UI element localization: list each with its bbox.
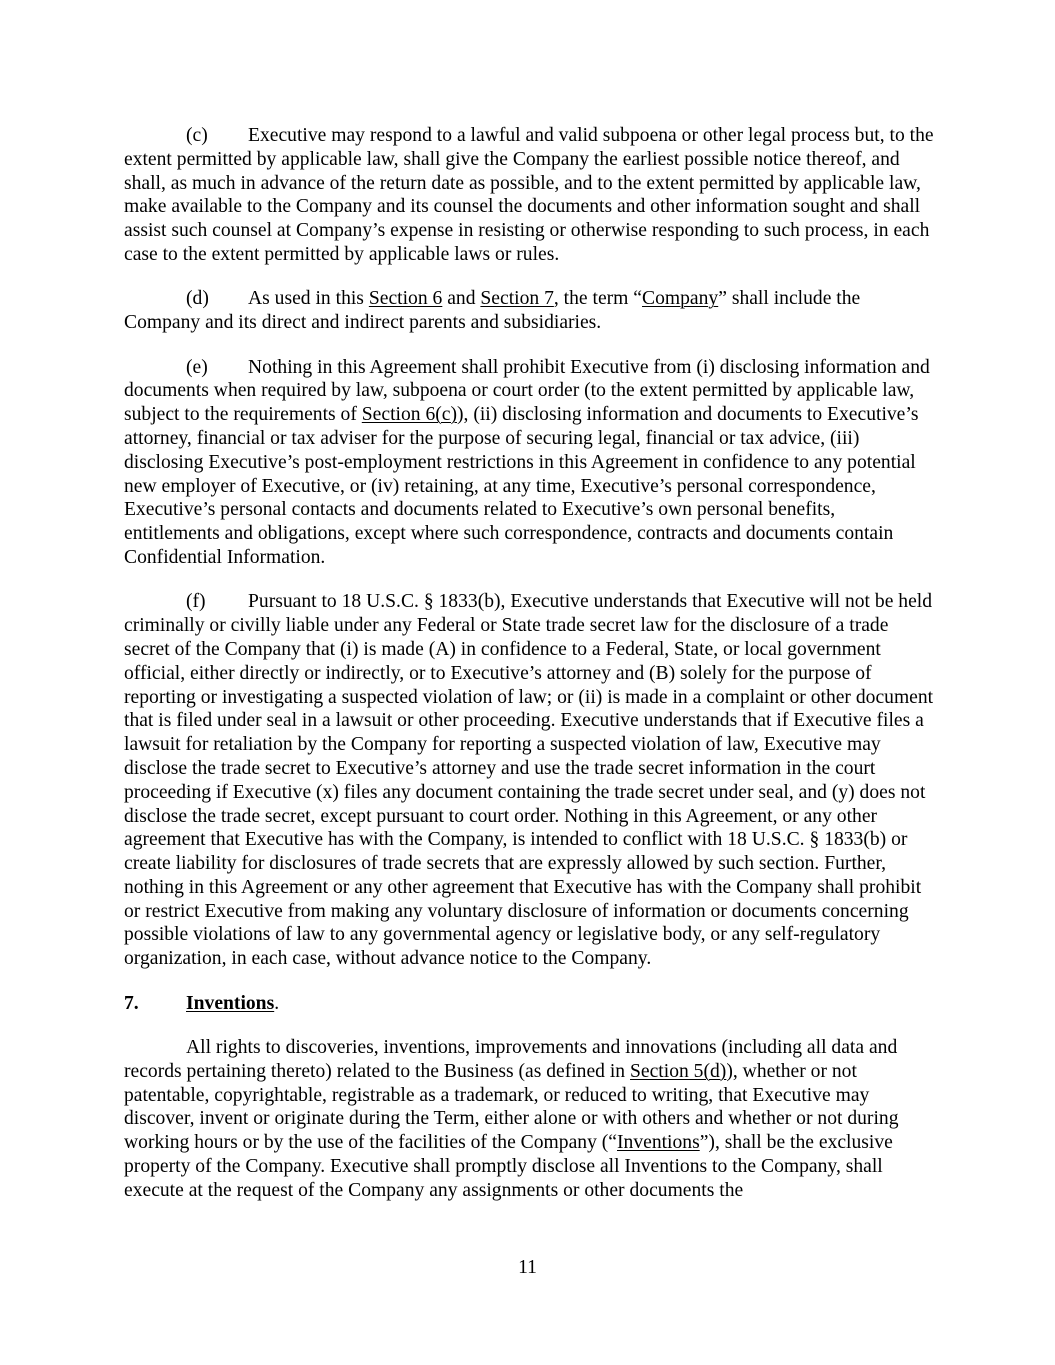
page-number: 11 [518,1257,537,1278]
paragraph-e [124,356,934,570]
paragraph-label: (e) [186,356,208,378]
section-6-reference: Section 6 [368,288,443,310]
paragraph-text: Executive may respond to a lawful and valid subpoena or other legal process but, to the extent permitted by applicable law, shall give the Company the earliest possible notice thereof, and shall, as much in advance of the return date as possible, and to the extent permitted by applicable law, make available to the Company and its counsel the documents and other information sought and shall assist such counsel at Company’s expense in resisting or otherwise responding to such process, in each case to the extent permitted by applicable laws or rules. [124,125,934,265]
paragraph-text: ), whether or not patentable, copyrightable, registrable as a trademark, or reduced to writing, that Executive may discover, invent or originate during the Term, either alone or with others and whether or not during working hours or by the use of the facilities of the Company (“ [124,1060,899,1154]
section-7-body [124,1036,934,1203]
section-6c-reference: Section 6(c) [361,404,457,426]
paragraph-text: ”), shall be the exclusive property of the Company. Executive shall promptly disclose all Inventions to the Company, shall execute at the request of the Company any assignments or other documents the [124,1132,893,1201]
paragraph-text: , the term “ [553,288,643,310]
paragraph-label: (d) [186,288,209,310]
paragraph-label: (c) [186,125,208,146]
paragraph-text: All rights to discoveries, inventions, improvements and innovations (including all data and records pertaining thereto) related to the Business (as defined in [124,1037,898,1082]
paragraph-text: and [442,288,481,310]
paragraph-text: Pursuant to 18 U.S.C. § 1833(b), Executive understands that Executive will not be held criminally or civilly liable under any Federal or State trade secret law for the disclosure of a trade secret of the Company that (i) is made (A) in confidence to a Federal, State, or local government official, either directly or indirectly, or to Executive’s attorney and (B) solely for the purpose of reporting or investigating a suspected violation of law; or (ii) is made in a complaint or other document that is filed under seal in a lawsuit or other proceeding. Executive understands that if Executive files a lawsuit for retaliation by the Company for reporting a suspected violation of law, Executive may disclose the trade secret to Executive’s attorney and use the trade secret information in the court proceeding if Executive (x) files any document containing the trade secret under seal, and (y) does not disclose the trade secret, except pursuant to court order. Nothing in this Agreement, or any other agreement that Executive has with the Company, is intended to conflict with 18 U.S.C. § 1833(b) or create liability for disclosures of trade secrets that are expressly allowed by such section. Further, nothing in this Agreement or any other agreement that Executive has with the Company shall prohibit or restrict Executive from making any voluntary disclosure of information or documents concerning possible violations of law to any governmental agency or legislative body, or any self-regulatory organization, in each case, without advance notice to the Company. [124,591,934,970]
section-5d-reference: Section 5(d) [630,1060,727,1082]
paragraph-text: Nothing in this Agreement shall prohibit Executive from (i) disclosing information and documents when required by law, subpoena or court order (to the extent permitted by applicable law, subject to the requirements of [124,356,930,426]
section-7-heading [124,992,934,1016]
paragraph-text: ), (ii) disclosing information and documents to Executive’s attorney, financial or tax adviser for the purpose of securing legal, financial or tax advice, (iii) disclosing Executive’s post-employment restrictions in this Agreement in confidence to any potential new employer of Executive, or (iv) retaining, at any time, Executive’s personal correspondence, Executive’s personal contacts and documents related to Executive’s own personal benefits, entitlements and obligations, except where such correspondence, contracts and documents contain Confidential Information. [124,404,919,568]
section-7-reference: Section 7 [480,288,554,310]
section-number: 7. [124,992,139,1014]
document-page [124,124,934,1223]
defined-term-inventions: Inventions [617,1132,700,1154]
defined-term-company: Company [642,288,719,310]
paragraph-label: (f) [186,591,206,613]
paragraph-text: As used in this [248,288,369,310]
paragraph-d [124,287,934,335]
paragraph-c [124,124,934,267]
section-title: Inventions [186,992,275,1014]
paragraph-f [124,590,934,971]
section-title-suffix: . [274,992,280,1014]
paragraph-text: ” shall include the Company and its direct and indirect parents and subsidiaries. [124,288,861,334]
